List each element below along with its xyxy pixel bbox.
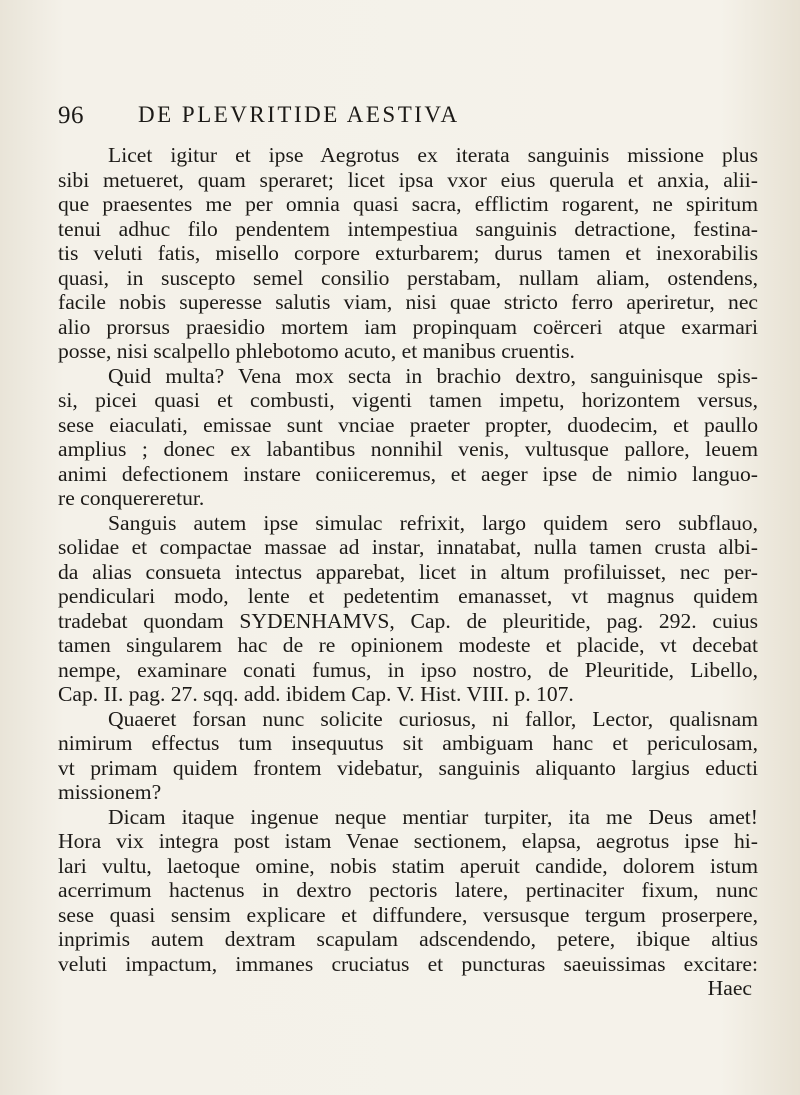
text-line: inprimis autem dextram scapulam adscendendo, petere, ibique altius: [58, 927, 758, 951]
text-line: Cap. II. pag. 27. sqq. add. ibidem Cap. V. Hist. VIII. p. 107.: [58, 682, 574, 706]
text-line: tradebat quondam SYDENHAMVS, Cap. de pleuritide, pag. 292. cuius: [58, 608, 758, 633]
text-line: Hora vix integra post istam Venae sectionem, elapsa, aegrotus ipse hi-: [58, 829, 758, 853]
text-line: da alias consueta intectus apparebat, licet in altum profiluisset, nec per-: [58, 559, 758, 584]
text-line: Licet igitur et ipse Aegrotus ex iterata sanguinis missione plus: [108, 143, 758, 167]
text-line: si, picei quasi et combusti, vigenti tamen impetu, horizontem versus,: [58, 388, 758, 412]
running-head: [58, 102, 758, 142]
text-line: sese eiaculati, emissae sunt vnciae praeter propter, duodecim, et paullo: [58, 412, 758, 437]
text-line: amplius ; donec ex labantibus nonnihil venis, vultusque pallore, leuem: [58, 437, 758, 461]
text-line: vt primam quidem frontem videbatur, sanguinis aliquanto largius educti: [58, 755, 758, 780]
page-number: 96: [58, 102, 84, 129]
text-line: pendiculari modo, lente et pedetentim emanasset, vt magnus quidem: [58, 584, 758, 608]
text-line: Sanguis autem ipse simulac refrixit, largo quidem sero subflauo,: [108, 510, 758, 535]
text-line: nimirum effectus tum insequutus sit ambiguam hanc et periculosam,: [58, 731, 758, 755]
text-line: lari vultu, laetoque omine, nobis statim aperuit candide, dolorem istum: [58, 853, 758, 878]
text-line: solidae et compactae massae ad instar, innatabat, nulla tamen crusta albi-: [58, 535, 758, 559]
text-line: alio prorsus praesidio mortem iam propinquam coërceri atque exarmari: [58, 314, 758, 339]
text-line: acerrimum hactenus in dextro pectoris latere, pertinaciter fixum, nunc: [58, 878, 758, 902]
text-line: tenui adhuc filo pendentem intempestiua sanguinis detractione, festina-: [58, 216, 758, 241]
text-line: re conquereretur.: [58, 486, 205, 510]
text-line: veluti impactum, immanes cruciatus et puncturas saeuissimas excitare:: [58, 951, 758, 976]
text-line: que praesentes me per omnia quasi sacra, efflictim rogarent, ne spiritum: [58, 192, 758, 216]
text-line: Quid multa? Vena mox secta in brachio dextro, sanguinisque spis-: [108, 363, 758, 388]
text-line: quasi, in suscepto semel consilio perstabam, nullam aliam, ostendens,: [58, 265, 758, 290]
text-line: sese quasi sensim explicare et diffundere, versusque tergum proserpere,: [58, 902, 758, 927]
text-line: facile nobis superesse salutis viam, nisi quae stricto ferro aperiretur, nec: [58, 290, 758, 314]
text-line: posse, nisi scalpello phlebotomo acuto, et manibus cruentis.: [58, 339, 575, 363]
text-line: nempe, examinare conati fumus, in ipso nostro, de Pleuritide, Libello,: [58, 657, 758, 682]
text-line: animi defectionem instare coniiceremus, et aeger ipse de nimio languo-: [58, 461, 758, 486]
text-line: Quaeret forsan nunc solicite curiosus, ni fallor, Lector, qualisnam: [108, 706, 758, 731]
running-title: DE PLEVRITIDE AESTIVA: [138, 102, 460, 127]
body-text: [58, 143, 758, 1001]
text-line: tamen singularem hac de re opinionem modeste et placide, vt decebat: [58, 633, 758, 657]
text-line: Dicam itaque ingenue neque mentiar turpiter, ita me Deus amet!: [108, 804, 758, 829]
catchword: Haec: [707, 976, 752, 1000]
text-line: missionem?: [58, 780, 162, 804]
text-line: tis veluti fatis, misello corpore exturbarem; durus tamen et inexorabilis: [58, 241, 758, 265]
text-line: sibi metueret, quam speraret; licet ipsa vxor eius querula et anxia, alii-: [58, 167, 758, 192]
